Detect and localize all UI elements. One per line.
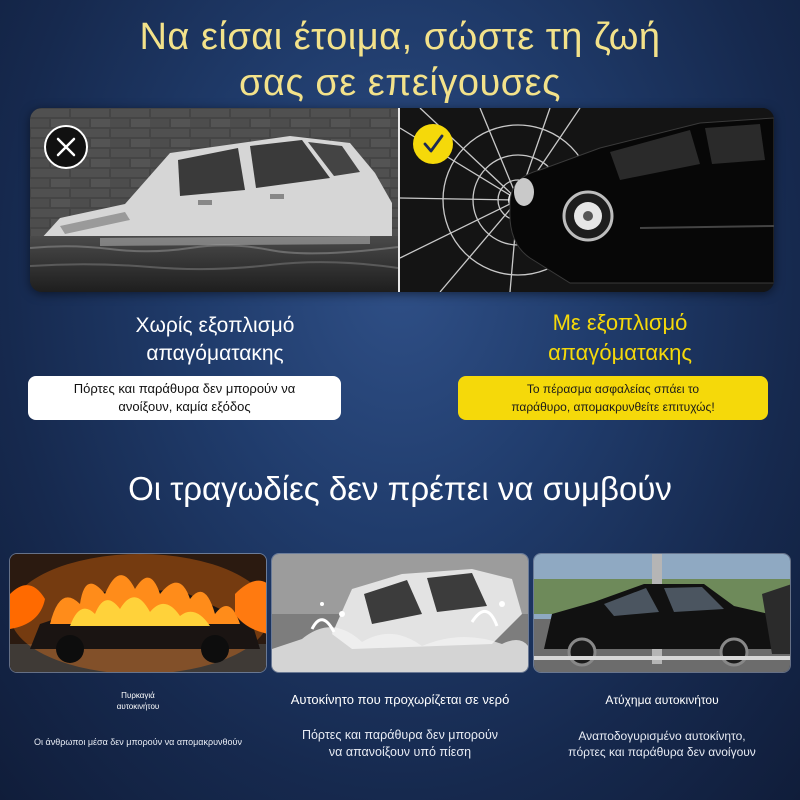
- car-crash-title: Ατύχημα αυτοκινήτου: [605, 693, 719, 707]
- car-crash-desc: [527, 728, 797, 760]
- without-caption-line-2: απαγόματακης: [146, 342, 284, 365]
- burning-car-title-line-1: Πυρκαγιά: [121, 691, 155, 700]
- with-caption-line-2: απαγόματακης: [548, 340, 692, 365]
- without-equipment-caption: [30, 312, 400, 368]
- burning-car-desc: Οι άνθρωποι μέσα δεν μπορούν να απομακρυνθούν: [34, 737, 242, 747]
- burning-car-title: [9, 690, 267, 712]
- with-equipment-caption: [470, 308, 770, 368]
- without-equipment-note: [28, 376, 341, 420]
- car-crash-desc-line-2: πόρτες και παράθυρα δεν ανοίγουν: [568, 745, 756, 759]
- headline-line-2: σας σε επείγουσες: [239, 62, 561, 104]
- with-note-line-2: παράθυρο, απομακρυνθείτε επιτυχώς!: [511, 400, 715, 414]
- car-in-water-title: Αυτοκίνητο που προχωρίζεται σε νερό: [290, 692, 510, 707]
- with-equipment-note: [458, 376, 768, 420]
- without-caption-line-1: Χωρίς εξοπλισμό: [135, 314, 295, 337]
- car-in-water-desc: [271, 727, 529, 761]
- car-in-water-desc-line-2: να απανοίξουν υπό πίεση: [328, 745, 472, 759]
- headline-line-1: Να είσαι έτοιμα, σώστε τη ζωή: [139, 16, 661, 58]
- check-mark-icon: [413, 124, 453, 164]
- car-crash-image: [533, 553, 791, 673]
- car-crash-desc-line-1: Αναποδογυρισμένο αυτοκίνητο,: [578, 729, 746, 743]
- burning-car-image: [9, 553, 267, 673]
- x-mark-icon: [44, 125, 88, 169]
- comparison-panel: [30, 108, 774, 292]
- tragedies-title: Οι τραγωδίες δεν πρέπει να συμβούν: [128, 470, 672, 507]
- glass-breaker-photo: [400, 108, 774, 292]
- flooded-car-photo: [30, 108, 398, 292]
- with-caption-line-1: Με εξοπλισμό: [552, 310, 688, 335]
- without-note-line-2: ανοίξουν, καμία εξόδος: [118, 399, 251, 414]
- car-in-water-desc-line-1: Πόρτες και παράθυρα δεν μπορούν: [301, 728, 499, 742]
- without-note-line-1: Πόρτες και παράθυρα δεν μπορούν να: [73, 381, 296, 396]
- burning-car-title-line-2: αυτοκινήτου: [116, 702, 160, 711]
- with-note-line-1: Το πέρασμα ασφαλείας σπάει το: [526, 382, 700, 396]
- car-in-water-image: [271, 553, 529, 673]
